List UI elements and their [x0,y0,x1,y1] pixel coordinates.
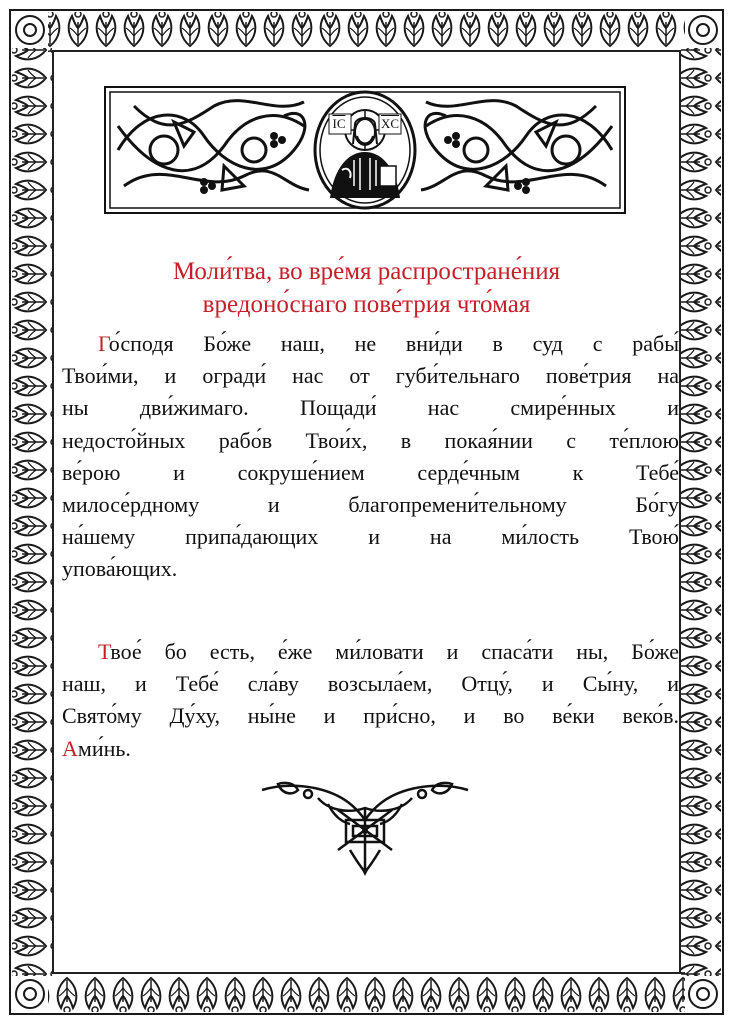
text-line: милосе́рдному и благопремени́тельному Бо́гу [62,491,679,517]
christ-pantocrator-headpiece [104,86,626,214]
red-initial: Г [98,331,109,356]
amen-text: ми́нь. [77,735,131,761]
paragraph-1 [62,328,679,586]
line-text: о́сподя Бо́же наш, не вни́ди в суд с рабы́ [108,331,679,356]
prayer-title-line-1: Моли́тва, во вре́мя распростране́ния [172,258,561,285]
text-line: на́шему припа́дающих и на ми́лость Твою́ [62,524,679,550]
text-line: ны дви́жимаго. Пощади́ нас смире́нных и [62,395,679,421]
knot-tailpiece [258,780,472,876]
icon-letters-left: $\overline{IC}$ [332,116,346,131]
line-text: вое́ бо есть, е́же ми́ловати и спаса́ти ны, Бо́же [110,639,679,664]
text-line: Твои́ми, и огради́ нас от губи́тельнаго пове́трия на [62,363,679,389]
red-initial: Т [98,639,111,664]
text-line: ве́рою и сокруше́нием серде́чным к Тебе́ [62,459,679,485]
text-line [62,328,679,360]
icon-letters-right: $\overline{XC}$ [380,116,400,131]
text-line: наш, и Тебе́ сла́ву возсыла́ем, Отцу́, и Сы́ну, и [62,671,679,697]
prayer-title-line-2: вредоно́снаго пове́трия что́мая [202,291,531,318]
text-line: Свято́му Ду́ху, ны́не и при́сно, и во ве́ки веко́в. [62,703,679,729]
text-line: упова́ющих. [62,556,178,582]
paragraph-2 [62,636,679,765]
red-initial: А [62,735,78,761]
text-line: недосто́йных рабо́в Твои́х, в покая́нии с те́плою [62,427,679,453]
amen-line [62,733,679,765]
text-line [62,636,679,668]
